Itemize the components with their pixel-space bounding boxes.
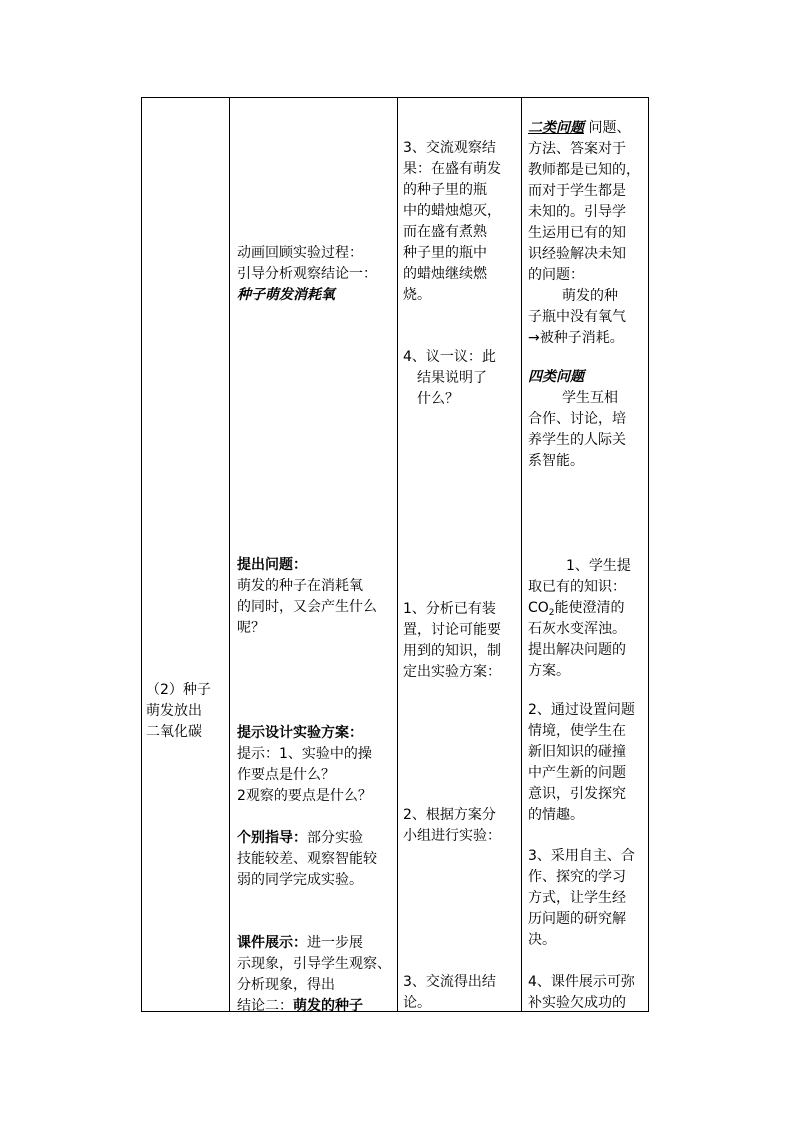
table-divider [521,97,522,1012]
student-activity-discuss: 4、议一议：此 结果说明了 什么？ [403,349,496,407]
teacher-activity-5: 课件展示：进一步展 示现象，引导学生观察、 分析现象，得出 结论二：萌发的种子 [237,935,391,1014]
student-activity-observe: 3、交流观察结 果：在盛有萌发 的种子里的瓶 中的蜡烛熄灭， 而在盛有煮熟 种子里的瓶中 的蜡烛继续燃 烧。 [403,140,501,303]
design-intent-2: 2、通过设置问题 情境，使学生在 新旧知识的碰撞 中产生新的问题 意识，引发探究 的情趣。 [528,702,635,823]
teacher-activity-4: 个别指导：部分实验 技能较差、观察智能较 弱的同学完成实验。 [237,830,377,888]
table-divider [397,97,398,1012]
table-divider [229,97,230,1012]
student-activity-conclude: 3、交流得出结 论。 [403,974,496,1011]
design-intent-q4: 四类问题 学生互相 合作、讨论，培 养学生的人际关 系智能。 [528,369,626,469]
teacher-activity-2: 提出问题： 萌发的种子在消耗氧 的同时，又会产生什么 呢？ [237,557,377,636]
student-activity-experiment: 2、根据方案分 小组进行实验： [403,807,501,844]
teacher-activity-3: 提示设计实验方案： 提示：1、实验中的操 作要点是什么？ 2观察的要点是什么？ [237,725,372,804]
design-intent-4: 4、课件展示可弥 补实验欠成功的 [528,974,635,1011]
teacher-activity-1: 动画回顾实验过程： 引导分析观察结论一： 种子萌发消耗氧 [237,245,377,303]
section-label: （2）种子 萌发放出 二氧化碳 [146,682,211,740]
design-intent-1: 1、学生提 取已有的知识： $CO_2$能使澄清的 石灰水变浑浊。 提出解决问题的 方案。 [528,558,631,679]
student-activity-analyze: 1、分析已有装 置，讨论可能要 用到的知识，制 定出实验方案： [403,601,501,680]
design-intent-3: 3、采用自主、合 作、探究的学习 方式，让学生经 历问题的研究解 决。 [528,848,635,948]
design-intent-q2: 二类问题 问题、 方法、答案对于 教师都是已知的， 而对于学生都是 未知的。引导学 生运用已有的知 识经验解决未知 的问题： 萌发的种 子瓶中没有氧气 →被种子消耗。 [528,120,640,346]
